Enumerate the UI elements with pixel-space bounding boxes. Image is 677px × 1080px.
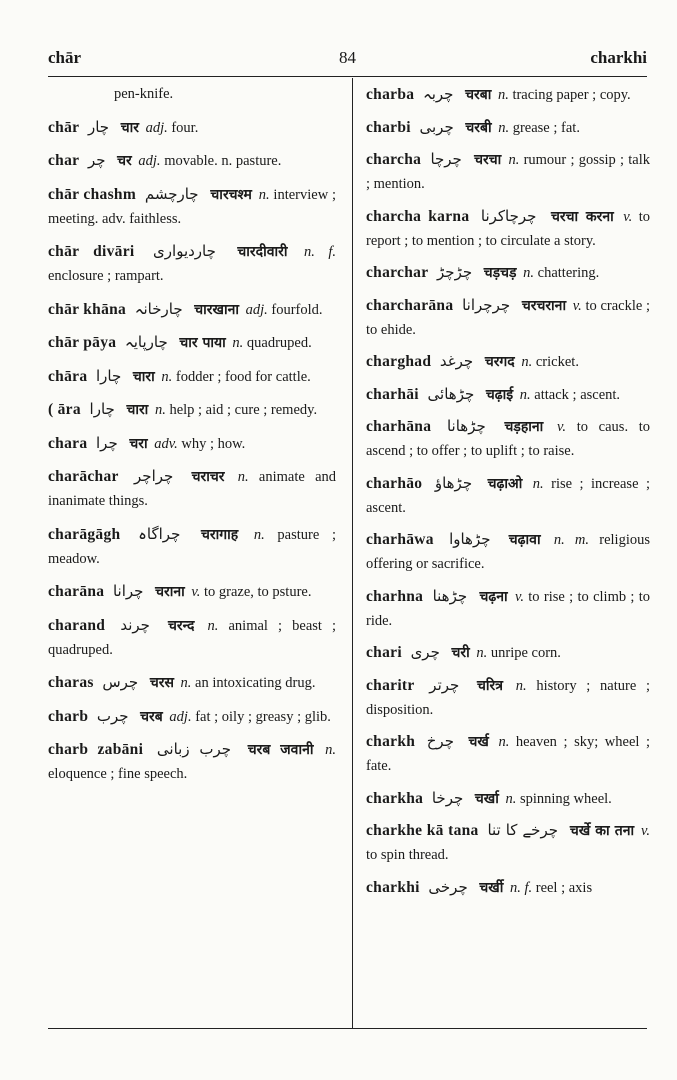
dictionary-entry xyxy=(366,204,650,253)
entry-urdu: چرخی xyxy=(428,877,468,896)
entry-urdu: چری xyxy=(410,643,440,661)
entry-hindi: चरब xyxy=(140,708,163,725)
entry-pos: adj. xyxy=(145,119,168,136)
entry-hindi: चड़हाना xyxy=(504,419,544,435)
entry-headword: chara xyxy=(48,434,88,452)
entry-urdu: چاردیواری xyxy=(153,242,216,260)
entry-headword: charitr xyxy=(366,676,415,694)
entry-headword: chār chashm xyxy=(48,185,137,203)
entry-pos: n. xyxy=(237,469,249,485)
entry-headword: charkh xyxy=(366,733,416,750)
entry-pos: n. f. xyxy=(509,879,533,896)
entry-hindi: चारा xyxy=(126,402,149,418)
entry-urdu: چڑھائی xyxy=(427,384,475,403)
entry-pos: n. f. xyxy=(304,244,337,260)
entry-pos: n. xyxy=(508,152,520,168)
entry-hindi: चर्खी xyxy=(479,879,504,896)
entry-headword: chāra xyxy=(48,367,88,385)
dictionary-entry xyxy=(366,147,650,196)
entry-urdu: چرب زبانی xyxy=(156,740,232,758)
page-header xyxy=(48,44,647,74)
entry-pos: n. xyxy=(497,87,509,103)
entry-pos: n. xyxy=(505,790,517,807)
running-head-left: chār xyxy=(48,48,82,67)
entry-urdu: چڑھاوا xyxy=(449,530,491,548)
entry-urdu: چرتر xyxy=(429,675,460,694)
entry-definition: animal ; beast ; quadruped. xyxy=(48,617,337,658)
entry-definition: grease ; fat. xyxy=(512,119,580,136)
entry-hindi: चड़चड़ xyxy=(483,265,517,281)
entry-hindi: चरबा xyxy=(465,87,492,103)
entry-definition: history ; nature ; disposition. xyxy=(366,677,651,718)
entry-pos: adv. xyxy=(154,435,178,452)
dictionary-entry xyxy=(48,704,336,729)
entry-hindi: चार xyxy=(120,119,139,136)
entry-headword: charhāo xyxy=(366,474,423,492)
entry-urdu: چرچاکرنا xyxy=(480,206,537,225)
entry-definition: spinning wheel. xyxy=(519,790,612,807)
entry-urdu: چراگاہ xyxy=(138,524,181,543)
entry-definition: fourfold. xyxy=(271,301,323,318)
entry-pos: n. xyxy=(476,645,488,661)
dictionary-entry xyxy=(48,182,336,231)
dictionary-entry xyxy=(366,584,650,633)
dictionary-entry xyxy=(366,115,650,140)
entry-urdu: چڑچڑ xyxy=(437,263,473,281)
entry-headword: chār divāri xyxy=(48,243,135,260)
entry-headword: charhna xyxy=(366,587,424,605)
entry-urdu: چارا xyxy=(96,366,122,385)
entry-urdu: چڑھانا xyxy=(446,417,486,435)
entry-urdu: چڑھنا xyxy=(432,586,468,605)
dictionary-entry xyxy=(48,431,336,456)
entry-urdu: چرس xyxy=(102,673,139,691)
entry-headword: charāchar xyxy=(48,468,119,485)
entry-pos: n. xyxy=(498,119,510,136)
entry-pos: v. xyxy=(572,297,582,314)
entry-pos: n. m. xyxy=(553,532,590,548)
entry-urdu: چار xyxy=(87,117,110,136)
entry-pos: v. xyxy=(514,588,524,605)
footer-rule xyxy=(48,1028,647,1029)
entry-hindi: चर xyxy=(117,153,132,169)
entry-headword: charhāna xyxy=(366,418,432,435)
entry-hindi: चारचश्म xyxy=(210,186,252,203)
entry-hindi: चराना xyxy=(155,584,185,600)
entry-headword: charchar xyxy=(366,264,429,281)
dictionary-entry xyxy=(48,148,336,173)
dictionary-entry xyxy=(366,818,650,867)
entry-hindi: चरी xyxy=(451,645,470,661)
entry-definition: quadruped. xyxy=(246,335,312,351)
entry-definition: rise ; increase ; ascent. xyxy=(366,475,651,516)
entry-hindi: चरचा xyxy=(474,152,502,168)
dictionary-entry xyxy=(366,527,650,576)
entry-urdu: چرخا xyxy=(431,788,464,807)
entry-definition: pen-knife. xyxy=(114,86,174,102)
entry-hindi: चराचर xyxy=(191,469,225,485)
entry-urdu: چرخ xyxy=(426,732,454,750)
entry-headword: charcha xyxy=(366,151,422,168)
dictionary-entry xyxy=(366,673,650,722)
right-column xyxy=(366,82,650,907)
entry-headword: charkha xyxy=(366,789,424,807)
entry-hindi: चढ़ना xyxy=(479,588,508,605)
entry-definition: four. xyxy=(171,119,199,136)
entry-definition: to spin thread. xyxy=(366,847,449,863)
entry-headword: chari xyxy=(366,644,402,661)
entry-pos: v. xyxy=(557,419,567,435)
entry-pos: n. xyxy=(253,526,265,543)
entry-definition: tracing paper ; copy. xyxy=(512,87,631,103)
entry-definition: fodder ; food for cattle. xyxy=(175,368,311,385)
entry-definition: to crackle ; to ehide. xyxy=(366,297,651,338)
entry-urdu: چرچرانا xyxy=(462,295,511,314)
dictionary-entry xyxy=(366,382,650,407)
entry-headword: charāgāgh xyxy=(48,525,121,543)
dictionary-entry xyxy=(366,875,650,900)
entry-pos: v. xyxy=(641,823,650,839)
entry-urdu: چر xyxy=(87,151,106,169)
entry-hindi: चार पाया xyxy=(179,335,226,351)
entry-definition: eloquence ; fine speech. xyxy=(48,766,188,782)
dictionary-entry xyxy=(48,82,336,106)
dictionary-entry xyxy=(366,471,650,520)
entry-pos: n. xyxy=(161,368,173,385)
dictionary-entry xyxy=(366,349,650,374)
entry-definition: cricket. xyxy=(535,354,579,370)
entry-definition: enclosure ; rampart. xyxy=(48,268,164,284)
entry-urdu: چربی xyxy=(419,117,454,136)
entry-hindi: चरचा करना xyxy=(550,208,614,225)
entry-definition: why ; how. xyxy=(181,435,246,452)
entry-pos: adj. xyxy=(245,301,268,318)
entry-pos: n. xyxy=(498,734,510,750)
entry-headword: charcha karna xyxy=(366,207,470,225)
entry-hindi: चर्ख xyxy=(468,734,489,750)
entry-hindi: चर्खे का तना xyxy=(569,823,635,839)
entry-headword: charbi xyxy=(366,118,411,136)
entry-pos: n. xyxy=(180,675,192,691)
entry-headword: charcharāna xyxy=(366,296,454,314)
running-head-right: charkhi xyxy=(590,48,647,67)
entry-urdu: چارخانہ xyxy=(134,299,183,318)
column-divider xyxy=(352,78,353,1028)
entry-hindi: चरा xyxy=(129,435,148,452)
entry-pos: n. xyxy=(532,475,544,492)
dictionary-entry xyxy=(48,364,336,389)
entry-headword: charb xyxy=(48,707,89,725)
entry-hindi: चढ़ाओ xyxy=(487,475,523,492)
entry-urdu: چرغد xyxy=(439,352,474,370)
entry-definition: to report ; to mention ; to circulate a story. xyxy=(366,208,651,249)
entry-urdu: چارچشم xyxy=(144,184,199,203)
entry-headword: charand xyxy=(48,616,106,634)
entry-urdu: چرا xyxy=(96,433,118,452)
entry-urdu: چرانا xyxy=(112,582,144,600)
entry-pos: adj. xyxy=(169,708,192,725)
entry-pos: n. xyxy=(521,354,533,370)
entry-pos: n. xyxy=(515,677,527,694)
entry-hindi: चढ़ाई xyxy=(485,386,514,403)
dictionary-entry xyxy=(48,613,336,662)
dictionary-entry xyxy=(48,464,336,513)
entry-definition: to graze, to psture. xyxy=(203,584,312,600)
entry-definition: animate and inanimate things. xyxy=(48,469,337,509)
entry-definition: interview ; meeting. adv. faithless. xyxy=(48,186,337,227)
entry-hindi: चढ़ावा xyxy=(508,532,541,548)
entry-hindi: चरित्र xyxy=(477,677,503,694)
entry-definition: religious offering or sacrifice. xyxy=(366,532,650,572)
entry-definition: attack ; ascent. xyxy=(534,386,621,403)
entry-hindi: चरगद xyxy=(484,354,515,370)
entry-urdu: چرخے کا تنا xyxy=(487,821,559,839)
entry-headword: charas xyxy=(48,674,94,691)
entry-definition: to rise ; to climb ; to ride. xyxy=(366,588,651,629)
entry-urdu: چارا xyxy=(89,400,115,418)
entry-pos: adj. xyxy=(138,153,161,169)
entry-definition: heaven ; sky; wheel ; fate. xyxy=(366,734,651,774)
entry-headword: chār khāna xyxy=(48,300,127,318)
entry-definition: pasture ; meadow. xyxy=(48,526,336,567)
entry-pos: n. xyxy=(207,617,219,634)
dictionary-entry xyxy=(48,579,336,604)
dictionary-entry xyxy=(48,115,336,140)
dictionary-entry xyxy=(48,330,336,355)
entry-headword: charba xyxy=(366,86,415,103)
entry-headword: chār pāya xyxy=(48,334,117,351)
entry-headword: charkhi xyxy=(366,878,420,896)
entry-headword: charhāwa xyxy=(366,531,434,548)
entry-headword: ( āra xyxy=(48,401,81,418)
entry-pos: n. xyxy=(519,386,531,403)
entry-urdu: چڑھاؤ xyxy=(434,473,473,492)
dictionary-entry xyxy=(366,414,650,463)
entry-definition: rumour ; gossip ; talk ; mention. xyxy=(366,152,651,192)
entry-urdu: چرچا xyxy=(430,150,462,168)
dictionary-entry xyxy=(48,522,336,571)
entry-headword: charkhe kā tana xyxy=(366,822,479,839)
entry-pos: v. xyxy=(623,208,633,225)
header-rule xyxy=(48,76,647,77)
entry-hindi: चरचराना xyxy=(521,297,567,314)
entry-hindi: चारदीवारी xyxy=(237,244,288,260)
dictionary-entry xyxy=(366,729,650,778)
left-column xyxy=(48,82,336,795)
entry-urdu: چارپایہ xyxy=(124,333,168,351)
page-number: 84 xyxy=(339,48,356,67)
dictionary-entry xyxy=(366,786,650,811)
entry-headword: charghad xyxy=(366,353,432,370)
entry-pos: n. xyxy=(154,402,166,418)
dictionary-entry xyxy=(366,640,650,665)
entry-pos: n. xyxy=(232,335,244,351)
entry-pos: n. xyxy=(523,265,535,281)
entry-headword: chār xyxy=(48,118,80,136)
dictionary-entry xyxy=(48,397,336,422)
entry-definition: an intoxicating drug. xyxy=(195,675,316,691)
entry-definition: unripe corn. xyxy=(490,645,561,661)
entry-definition: movable. n. pasture. xyxy=(164,153,282,169)
dictionary-entry xyxy=(366,260,650,285)
entry-pos: v. xyxy=(191,584,201,600)
entry-urdu: چربہ xyxy=(422,85,454,103)
entry-hindi: चारखाना xyxy=(194,301,239,318)
entry-hindi: चरन्द xyxy=(168,617,195,634)
entry-hindi: चर्खा xyxy=(474,790,499,807)
dictionary-entry xyxy=(366,82,650,107)
entry-definition: to caus. to ascend ; to offer ; to uplift ; to raise. xyxy=(366,419,651,459)
dictionary-entry xyxy=(48,239,336,288)
entry-hindi: चरब जवानी xyxy=(247,742,314,758)
dictionary-entry xyxy=(48,297,336,322)
entry-definition: fat ; oily ; greasy ; glib. xyxy=(195,708,331,725)
entry-hindi: चरागाह xyxy=(201,526,239,543)
entry-definition: help ; aid ; cure ; remedy. xyxy=(169,402,318,418)
entry-hindi: चरबी xyxy=(465,119,492,136)
entry-urdu: چرب xyxy=(96,706,129,725)
entry-headword: charb zabāni xyxy=(48,741,144,758)
entry-urdu: چرند xyxy=(120,615,150,634)
entry-pos: n. xyxy=(258,186,270,203)
dictionary-entry xyxy=(366,293,650,342)
entry-definition: chattering. xyxy=(537,265,600,281)
entry-definition: reel ; axis xyxy=(535,879,593,896)
entry-hindi: चारा xyxy=(132,368,155,385)
entry-hindi: चरस xyxy=(149,675,174,691)
entry-headword: charhāi xyxy=(366,385,419,403)
dictionary-entry xyxy=(48,670,336,695)
dictionary-entry xyxy=(48,737,336,786)
entry-pos: n. xyxy=(325,742,337,758)
entry-urdu: چراچر xyxy=(134,467,174,485)
entry-headword: char xyxy=(48,152,80,169)
entry-headword: charāna xyxy=(48,583,105,600)
